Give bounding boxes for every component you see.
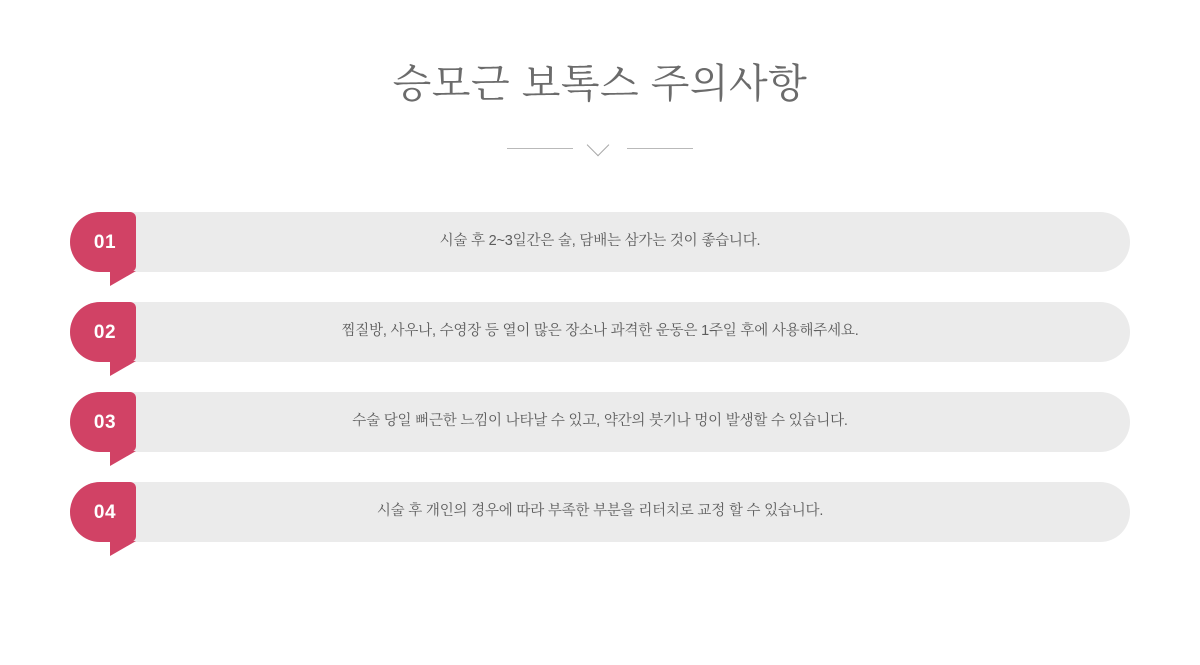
page-header	[0, 0, 1200, 160]
list-item	[70, 482, 1130, 542]
list-item	[70, 302, 1130, 362]
divider-rule-right	[627, 148, 693, 149]
list-item-number: 03	[93, 411, 117, 433]
list-item-badge	[70, 392, 136, 452]
list-item-text: 찜질방, 사우나, 수영장 등 열이 많은 장소나 과격한 운동은 1주일 후에 사용해주세요.	[341, 323, 859, 340]
badge-tail	[110, 361, 136, 376]
title-divider	[0, 136, 1200, 160]
list-item-text: 수술 당일 뻐근한 느낌이 나타날 수 있고, 약간의 붓기나 멍이 발생할 수 있습니다.	[352, 413, 848, 430]
list-item-bar	[70, 392, 1130, 452]
list-item-number: 04	[93, 501, 117, 523]
list-item-text: 시술 후 2~3일간은 술, 담배는 삼가는 것이 좋습니다.	[439, 233, 761, 250]
list-item	[70, 392, 1130, 452]
chevron-down-icon	[587, 135, 613, 161]
list-item-bar	[70, 302, 1130, 362]
list-item-number: 01	[93, 231, 117, 253]
badge-tail	[110, 271, 136, 286]
list-item-badge	[70, 212, 136, 272]
divider-rule-left	[507, 148, 573, 149]
list-item-text: 시술 후 개인의 경우에 따라 부족한 부분을 리터치로 교정 할 수 있습니다.	[376, 503, 824, 520]
list-item	[70, 212, 1130, 272]
badge-tail	[110, 451, 136, 466]
list-item-bar	[70, 212, 1130, 272]
page-title: 승모근 보톡스 주의사항	[392, 62, 808, 106]
badge-tail	[110, 541, 136, 556]
list-item-number: 02	[93, 321, 117, 343]
list-item-badge	[70, 302, 136, 362]
list-item-bar	[70, 482, 1130, 542]
notice-list	[0, 212, 1200, 542]
list-item-badge	[70, 482, 136, 542]
